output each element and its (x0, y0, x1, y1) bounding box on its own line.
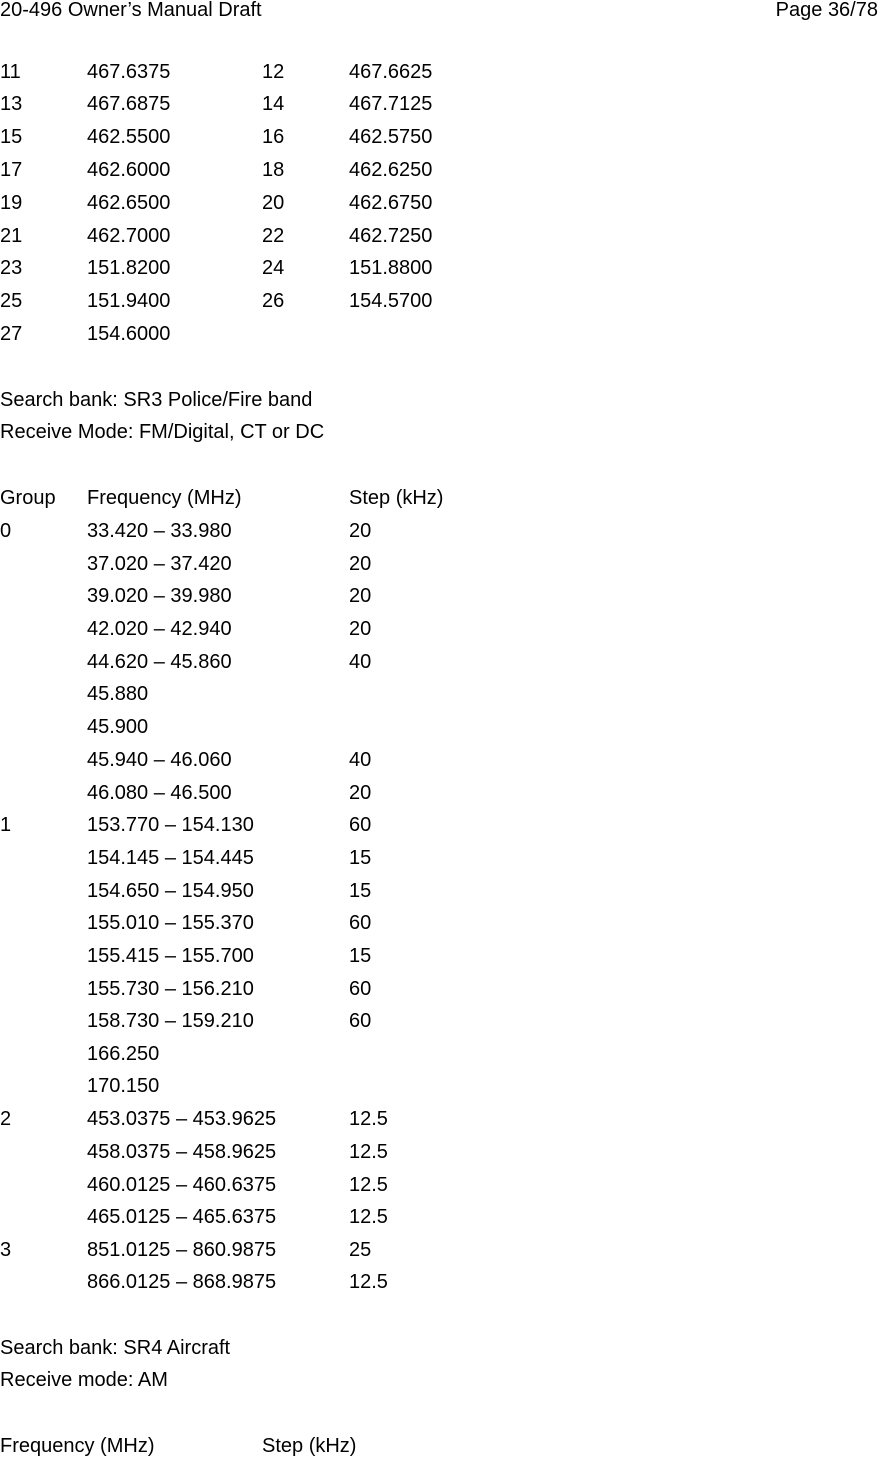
frequency-range: 42.020 – 42.940 (87, 618, 232, 640)
channel-number: 27 (0, 323, 23, 345)
frequency-range: 155.010 – 155.370 (87, 912, 254, 934)
channel-number: 19 (0, 192, 23, 214)
document-title: 20-496 Owner’s Manual Draft (0, 0, 262, 21)
frequency-range: 465.0125 – 465.6375 (87, 1206, 277, 1228)
frequency-range: 158.730 – 159.210 (87, 1010, 254, 1032)
channel-frequency: 462.6750 (349, 192, 433, 214)
channel-frequency: 462.5500 (87, 126, 171, 148)
channel-number: 21 (0, 225, 23, 247)
step-value: 40 (349, 651, 372, 673)
channel-frequency: 467.6875 (87, 93, 171, 115)
frequency-range: 46.080 – 46.500 (87, 782, 232, 804)
step-value: 40 (349, 749, 372, 771)
search-bank-title: Search bank: SR3 Police/Fire band (0, 389, 313, 411)
group-number: 3 (0, 1239, 12, 1261)
step-value: 15 (349, 945, 372, 967)
channel-frequency: 462.5750 (349, 126, 433, 148)
channel-frequency: 462.7000 (87, 225, 171, 247)
channel-number: 22 (262, 225, 285, 247)
channel-number: 24 (262, 257, 285, 279)
group-number: 2 (0, 1108, 12, 1130)
channel-number: 17 (0, 159, 23, 181)
channel-number: 20 (262, 192, 285, 214)
channel-number: 13 (0, 93, 23, 115)
channel-number: 25 (0, 290, 23, 312)
channel-number: 23 (0, 257, 23, 279)
channel-frequency: 462.7250 (349, 225, 433, 247)
channel-frequency: 151.8200 (87, 257, 171, 279)
column-header-step: Step (kHz) (262, 1435, 357, 1457)
column-header-frequency: Frequency (MHz) (87, 487, 242, 509)
channel-number: 26 (262, 290, 285, 312)
frequency-range: 170.150 (87, 1075, 160, 1097)
channel-frequency: 154.6000 (87, 323, 171, 345)
frequency-range: 458.0375 – 458.9625 (87, 1141, 277, 1163)
step-value: 20 (349, 520, 372, 542)
channel-frequency: 462.6500 (87, 192, 171, 214)
frequency-range: 155.415 – 155.700 (87, 945, 254, 967)
search-bank-title: Search bank: SR4 Aircraft (0, 1337, 231, 1359)
column-header-group: Group (0, 487, 56, 509)
channel-number: 16 (262, 126, 285, 148)
step-value: 20 (349, 782, 372, 804)
step-value: 12.5 (349, 1174, 388, 1196)
channel-frequency: 151.8800 (349, 257, 433, 279)
receive-mode: Receive Mode: FM/Digital, CT or DC (0, 421, 325, 443)
frequency-range: 154.145 – 154.445 (87, 847, 254, 869)
step-value: 12.5 (349, 1206, 388, 1228)
frequency-range: 44.620 – 45.860 (87, 651, 232, 673)
step-value: 12.5 (349, 1141, 388, 1163)
frequency-range: 45.940 – 46.060 (87, 749, 232, 771)
step-value: 20 (349, 585, 372, 607)
step-value: 12.5 (349, 1108, 388, 1130)
channel-frequency: 462.6250 (349, 159, 433, 181)
step-value: 60 (349, 978, 372, 1000)
frequency-range: 166.250 (87, 1043, 160, 1065)
channel-frequency: 467.6375 (87, 61, 171, 83)
channel-frequency: 467.7125 (349, 93, 433, 115)
frequency-range: 460.0125 – 460.6375 (87, 1174, 277, 1196)
frequency-range: 453.0375 – 453.9625 (87, 1108, 277, 1130)
frequency-range: 866.0125 – 868.9875 (87, 1271, 277, 1293)
step-value: 20 (349, 618, 372, 640)
group-number: 0 (0, 520, 12, 542)
step-value: 12.5 (349, 1271, 388, 1293)
step-value: 15 (349, 880, 372, 902)
step-value: 20 (349, 553, 372, 575)
channel-number: 14 (262, 93, 285, 115)
group-number: 1 (0, 814, 12, 836)
frequency-range: 45.880 (87, 683, 149, 705)
channel-number: 18 (262, 159, 285, 181)
frequency-range: 155.730 – 156.210 (87, 978, 254, 1000)
step-value: 25 (349, 1239, 372, 1261)
channel-number: 11 (0, 61, 21, 83)
channel-frequency: 154.5700 (349, 290, 433, 312)
step-value: 60 (349, 1010, 372, 1032)
step-value: 60 (349, 912, 372, 934)
frequency-range: 37.020 – 37.420 (87, 553, 232, 575)
channel-frequency: 151.9400 (87, 290, 171, 312)
column-header-frequency: Frequency (MHz) (0, 1435, 155, 1457)
channel-frequency: 462.6000 (87, 159, 171, 181)
step-value: 60 (349, 814, 372, 836)
channel-number: 15 (0, 126, 23, 148)
column-header-step: Step (kHz) (349, 487, 444, 509)
frequency-range: 154.650 – 154.950 (87, 880, 254, 902)
receive-mode: Receive mode: AM (0, 1369, 168, 1391)
page-number: Page 36/78 (775, 0, 878, 21)
frequency-range: 39.020 – 39.980 (87, 585, 232, 607)
frequency-range: 851.0125 – 860.9875 (87, 1239, 277, 1261)
frequency-range: 33.420 – 33.980 (87, 520, 232, 542)
channel-number: 12 (262, 61, 285, 83)
frequency-range: 45.900 (87, 716, 149, 738)
channel-frequency: 467.6625 (349, 61, 433, 83)
step-value: 15 (349, 847, 372, 869)
frequency-range: 153.770 – 154.130 (87, 814, 254, 836)
